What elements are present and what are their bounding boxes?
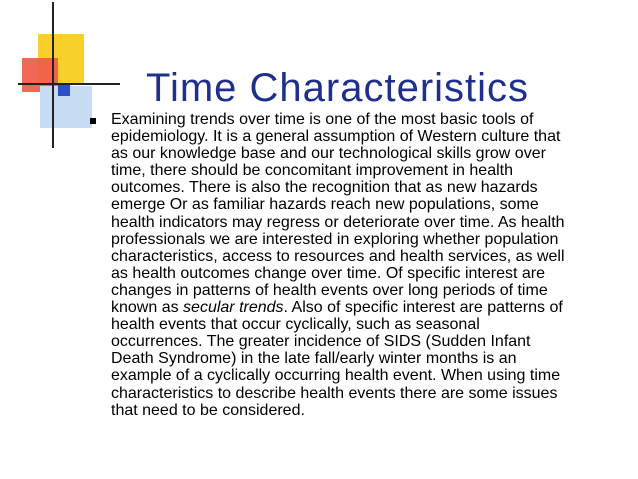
body-line: occurrences. The greater incidence of SIDS (Sudden Infant <box>111 333 531 351</box>
body-line: time, there should be concomitant improvement in health <box>111 162 513 180</box>
body-line: outcomes. There is also the recognition that as new hazards <box>111 179 538 197</box>
body-line: professionals we are interested in exploring whether population <box>111 230 559 248</box>
body-line: changes in patterns of health events over long periods of time <box>111 281 548 299</box>
body-line-segment: known as <box>111 299 184 317</box>
body-line: that need to be considered. <box>111 401 305 419</box>
body-line: example of a cyclically occurring health event. When using time <box>111 367 561 385</box>
body-line: characteristics, access to resources and health services, as well <box>111 247 565 265</box>
square-bullet-icon <box>90 118 96 124</box>
body-line: characteristics to describe health events there are some issues <box>111 384 558 402</box>
body-line: epidemiology. It is a general assumption of Western culture that <box>111 128 561 146</box>
decorative-corner-graphic <box>0 0 120 150</box>
slide-title: Time Characteristics <box>146 66 530 110</box>
body-line: as health outcomes change over time. Of specific interest are <box>111 264 545 282</box>
blue-square <box>58 84 70 96</box>
body-line: Death Syndrome) in the late fall/early winter months is an <box>111 350 517 368</box>
body-line: health events that occur cyclically, such as seasonal <box>111 316 480 334</box>
slide-body-text <box>111 111 626 419</box>
emphasized-term: secular trends <box>183 299 284 317</box>
body-line <box>111 299 626 316</box>
body-line: health indicators may regress or deteriorate over time. As health <box>111 213 565 231</box>
body-line: Examining trends over time is one of the most basic tools of <box>111 111 534 128</box>
body-line-segment: . Also of specific interest are patterns of <box>283 299 563 317</box>
body-line: as our knowledge base and our technological skills grow over <box>111 145 546 163</box>
body-line: emerge Or as familiar hazards reach new populations, some <box>111 196 539 214</box>
